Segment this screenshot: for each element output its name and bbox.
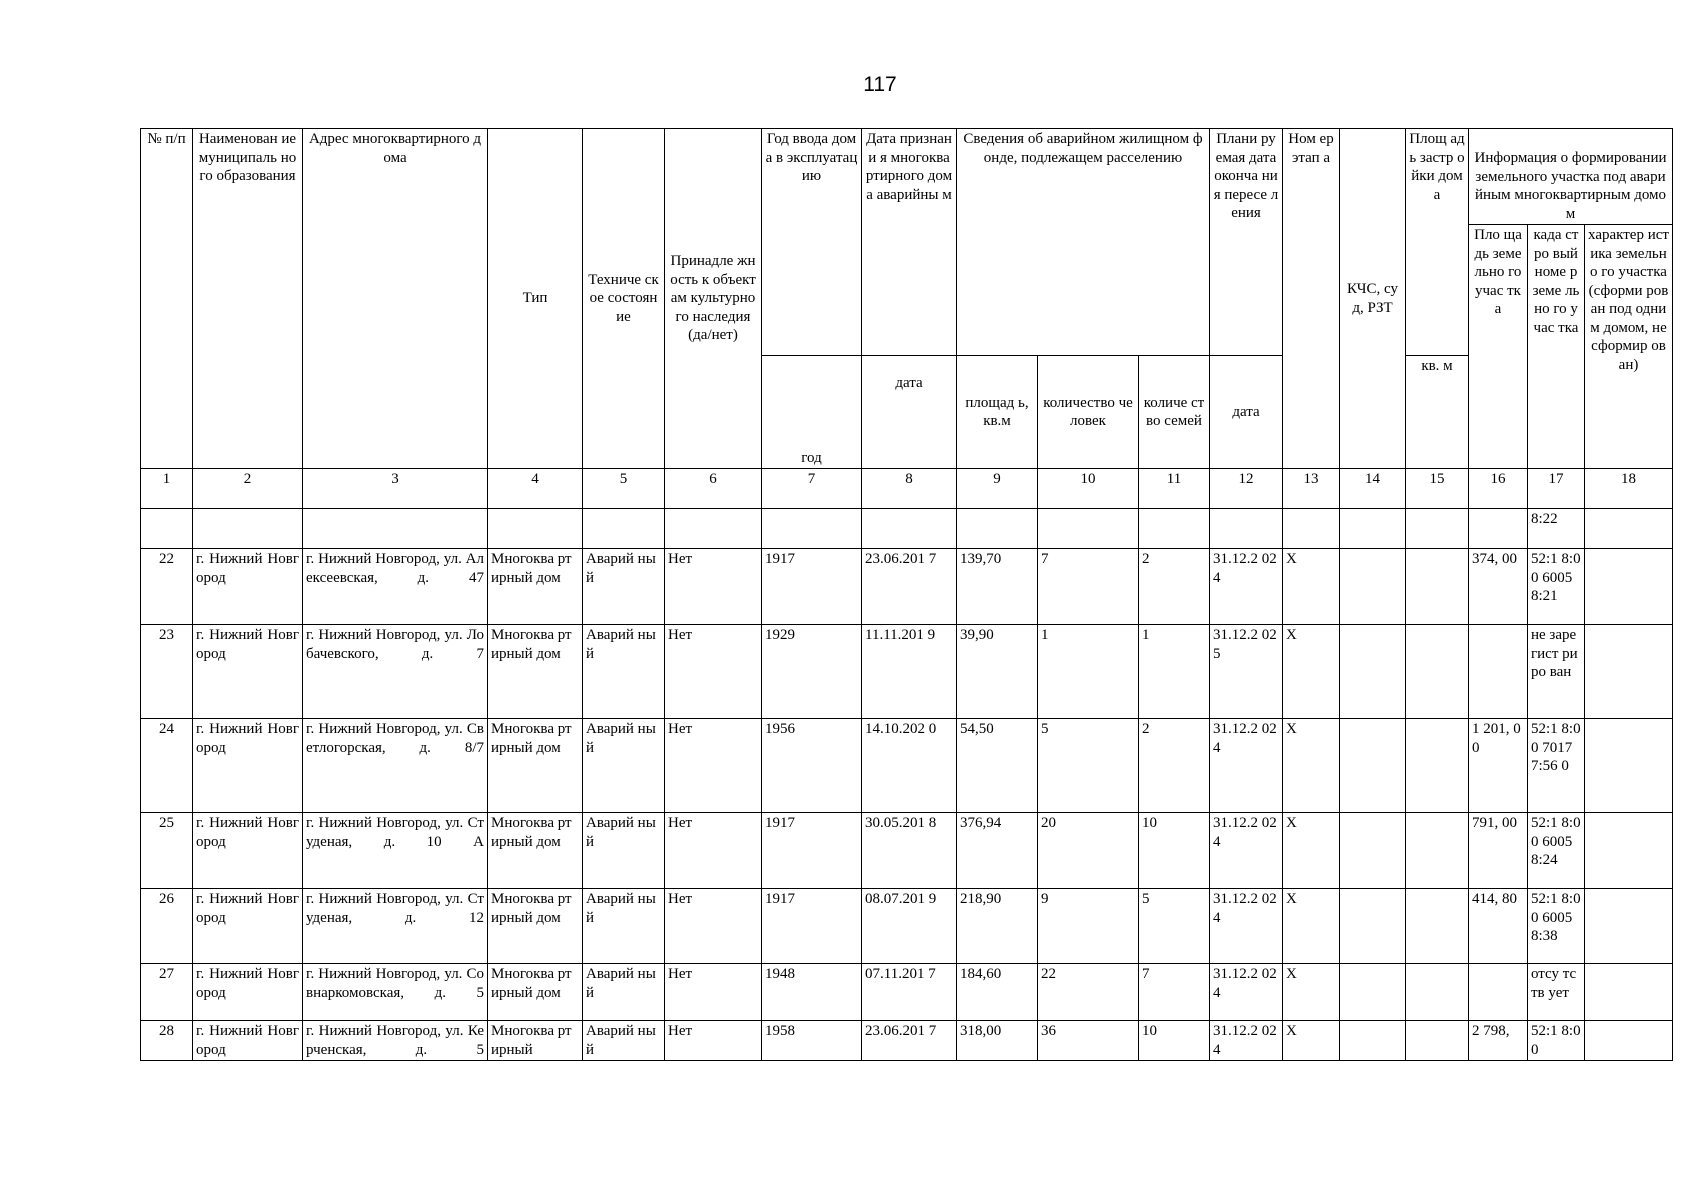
header-kchs: КЧС, суд, РЗТ bbox=[1340, 129, 1406, 469]
heritage-cell: Нет bbox=[665, 625, 762, 719]
subheader-families: количе ство семей bbox=[1139, 356, 1210, 469]
condition-cell: Аварий ный bbox=[583, 1021, 665, 1061]
heritage-cell: Нет bbox=[665, 964, 762, 1021]
recognition-date-cell: 08.07.201 9 bbox=[862, 889, 957, 964]
plot-area-cell: 374, 00 bbox=[1469, 549, 1528, 625]
column-number: 15 bbox=[1406, 469, 1469, 509]
built-area-cell bbox=[1406, 719, 1469, 813]
header-stage: Ном ер этап а bbox=[1283, 129, 1340, 469]
condition-cell: Аварий ный bbox=[583, 889, 665, 964]
family-count-cell: 2 bbox=[1139, 719, 1210, 813]
stage-cell: X bbox=[1283, 625, 1340, 719]
kchs-cell bbox=[1340, 549, 1406, 625]
cadastral-number-cell: 8:22 bbox=[1528, 509, 1585, 549]
heritage-cell: Нет bbox=[665, 719, 762, 813]
people-count-cell: 20 bbox=[1038, 813, 1139, 889]
recognition-date-cell: 07.11.201 7 bbox=[862, 964, 957, 1021]
condition-cell: Аварий ный bbox=[583, 813, 665, 889]
municipality-cell: г. Нижний Новгород bbox=[193, 719, 303, 813]
building-type-cell: Многоква ртирный дом bbox=[488, 549, 583, 625]
column-number: 7 bbox=[762, 469, 862, 509]
column-number: 13 bbox=[1283, 469, 1340, 509]
header-built-area: Площ адь застр ойки дома bbox=[1406, 129, 1469, 356]
row-number-cell: 26 bbox=[141, 889, 193, 964]
row-number-cell: 22 bbox=[141, 549, 193, 625]
column-number: 3 bbox=[303, 469, 488, 509]
year-cell: 1917 bbox=[762, 813, 862, 889]
recognition-date-cell: 30.05.201 8 bbox=[862, 813, 957, 889]
header-heritage: Принадле жность к объектам культурно го наследия (да/нет) bbox=[665, 129, 762, 469]
family-count-cell: 5 bbox=[1139, 889, 1210, 964]
address-cell: г. Нижний Новгород, ул. Совнаркомовская, д. 5 bbox=[303, 964, 488, 1021]
carry-over-row bbox=[141, 509, 1673, 549]
planned-date-cell: 31.12.2 024 bbox=[1210, 549, 1283, 625]
planned-date-cell: 31.12.2 024 bbox=[1210, 719, 1283, 813]
header-planned-date: Плани руемая дата оконча ния пересе ления bbox=[1210, 129, 1283, 356]
subheader-built-area-unit: кв. м bbox=[1406, 356, 1469, 469]
address-cell: г. Нижний Новгород, ул. Студеная, д. 12 bbox=[303, 889, 488, 964]
building-type-cell: Многоква ртирный дом bbox=[488, 813, 583, 889]
cadastral-number-cell: 52:1 8:00 6005 8:24 bbox=[1528, 813, 1585, 889]
header-emergency-fund: Сведения об аварийном жилищном фонде, подлежащем расселению bbox=[957, 129, 1210, 356]
column-number: 8 bbox=[862, 469, 957, 509]
cadastral-number-cell: отсу тств ует bbox=[1528, 964, 1585, 1021]
emergency-area-cell: 39,90 bbox=[957, 625, 1038, 719]
cadastral-number-cell: не заре гист риро ван bbox=[1528, 625, 1585, 719]
column-number: 9 bbox=[957, 469, 1038, 509]
heritage-cell: Нет bbox=[665, 549, 762, 625]
column-number: 1 bbox=[141, 469, 193, 509]
table-row bbox=[141, 964, 1673, 1021]
building-type-cell: Многоква ртирный дом bbox=[488, 964, 583, 1021]
cadastral-number-cell: 52:1 8:00 6005 8:38 bbox=[1528, 889, 1585, 964]
plot-character-cell bbox=[1585, 719, 1673, 813]
built-area-cell bbox=[1406, 964, 1469, 1021]
header-municipality: Наименован ие муниципаль ного образования bbox=[193, 129, 303, 469]
planned-date-cell: 31.12.2 024 bbox=[1210, 889, 1283, 964]
header-plot-area: Пло щадь земе льно го учас тка bbox=[1469, 225, 1528, 469]
condition-cell: Аварий ный bbox=[583, 719, 665, 813]
column-number: 10 bbox=[1038, 469, 1139, 509]
table-row bbox=[141, 625, 1673, 719]
plot-character-cell bbox=[1585, 813, 1673, 889]
header-cadastral: када стро вый номе р земе льно го учас тка bbox=[1528, 225, 1585, 469]
emergency-housing-table bbox=[140, 128, 1673, 1061]
table-row bbox=[141, 813, 1673, 889]
subheader-people: количество человек bbox=[1038, 356, 1139, 469]
plot-area-cell: 2 798, bbox=[1469, 1021, 1528, 1061]
address-cell: г. Нижний Новгород, ул. Лобачевского, д. 7 bbox=[303, 625, 488, 719]
table-row bbox=[141, 1021, 1673, 1061]
column-number: 18 bbox=[1585, 469, 1673, 509]
planned-date-cell: 31.12.2 024 bbox=[1210, 1021, 1283, 1061]
column-number: 17 bbox=[1528, 469, 1585, 509]
family-count-cell: 10 bbox=[1139, 813, 1210, 889]
people-count-cell: 5 bbox=[1038, 719, 1139, 813]
row-number-cell: 25 bbox=[141, 813, 193, 889]
plot-area-cell bbox=[1469, 625, 1528, 719]
year-cell: 1917 bbox=[762, 889, 862, 964]
row-number-cell: 28 bbox=[141, 1021, 193, 1061]
recognition-date-cell: 11.11.201 9 bbox=[862, 625, 957, 719]
plot-character-cell bbox=[1585, 549, 1673, 625]
recognition-date-cell: 14.10.202 0 bbox=[862, 719, 957, 813]
planned-date-cell: 31.12.2 025 bbox=[1210, 625, 1283, 719]
recognition-date-cell: 23.06.201 7 bbox=[862, 549, 957, 625]
address-cell: г. Нижний Новгород, ул. Алексеевская, д. 47 bbox=[303, 549, 488, 625]
address-cell: г. Нижний Новгород, ул. Керченская, д. 5 bbox=[303, 1021, 488, 1061]
people-count-cell: 7 bbox=[1038, 549, 1139, 625]
plot-character-cell bbox=[1585, 889, 1673, 964]
column-number: 5 bbox=[583, 469, 665, 509]
heritage-cell: Нет bbox=[665, 889, 762, 964]
condition-cell: Аварий ный bbox=[583, 625, 665, 719]
building-type-cell: Многоква ртирный дом bbox=[488, 889, 583, 964]
built-area-cell bbox=[1406, 625, 1469, 719]
condition-cell: Аварий ный bbox=[583, 964, 665, 1021]
plot-area-cell: 414, 80 bbox=[1469, 889, 1528, 964]
kchs-cell bbox=[1340, 719, 1406, 813]
header-number: № п/п bbox=[141, 129, 193, 469]
people-count-cell: 22 bbox=[1038, 964, 1139, 1021]
subheader-year: год bbox=[762, 356, 862, 469]
year-cell: 1958 bbox=[762, 1021, 862, 1061]
stage-cell: X bbox=[1283, 964, 1340, 1021]
column-number: 2 bbox=[193, 469, 303, 509]
header-land-plot: Информация о формировании земельного участка под аварийным многоквартирным домом bbox=[1469, 129, 1673, 225]
cadastral-number-cell: 52:1 8:00 7017 7:56 0 bbox=[1528, 719, 1585, 813]
address-cell: г. Нижний Новгород, ул. Светлогорская, д. 8/7 bbox=[303, 719, 488, 813]
kchs-cell bbox=[1340, 813, 1406, 889]
stage-cell: X bbox=[1283, 719, 1340, 813]
people-count-cell: 1 bbox=[1038, 625, 1139, 719]
municipality-cell: г. Нижний Новгород bbox=[193, 549, 303, 625]
recognition-date-cell: 23.06.201 7 bbox=[862, 1021, 957, 1061]
stage-cell: X bbox=[1283, 549, 1340, 625]
plot-area-cell: 1 201, 00 bbox=[1469, 719, 1528, 813]
header-condition: Техниче ское состоян ие bbox=[583, 129, 665, 469]
header-address: Адрес многоквартирного дома bbox=[303, 129, 488, 469]
column-number: 12 bbox=[1210, 469, 1283, 509]
condition-cell: Аварий ный bbox=[583, 549, 665, 625]
building-type-cell: Многоква ртирный дом bbox=[488, 719, 583, 813]
kchs-cell bbox=[1340, 964, 1406, 1021]
column-number-row bbox=[141, 469, 1673, 509]
planned-date-cell: 31.12.2 024 bbox=[1210, 964, 1283, 1021]
municipality-cell: г. Нижний Новгород bbox=[193, 964, 303, 1021]
table-row bbox=[141, 719, 1673, 813]
family-count-cell: 10 bbox=[1139, 1021, 1210, 1061]
subheader-area: площад ь, кв.м bbox=[957, 356, 1038, 469]
plot-area-cell bbox=[1469, 964, 1528, 1021]
emergency-area-cell: 318,00 bbox=[957, 1021, 1038, 1061]
emergency-area-cell: 54,50 bbox=[957, 719, 1038, 813]
kchs-cell bbox=[1340, 1021, 1406, 1061]
header-plot-character: характер истика земельно го участка (сформи рован под одним домом, не сформир ован) bbox=[1585, 225, 1673, 469]
emergency-area-cell: 218,90 bbox=[957, 889, 1038, 964]
building-type-cell: Многоква ртирный bbox=[488, 1021, 583, 1061]
stage-cell: X bbox=[1283, 889, 1340, 964]
row-number-cell: 27 bbox=[141, 964, 193, 1021]
kchs-cell bbox=[1340, 889, 1406, 964]
family-count-cell: 1 bbox=[1139, 625, 1210, 719]
column-number: 14 bbox=[1340, 469, 1406, 509]
page-number: 117 bbox=[863, 73, 897, 96]
people-count-cell: 36 bbox=[1038, 1021, 1139, 1061]
subheader-date: дата bbox=[862, 356, 957, 469]
planned-date-cell: 31.12.2 024 bbox=[1210, 813, 1283, 889]
row-number-cell: 23 bbox=[141, 625, 193, 719]
subheader-planned-date: дата bbox=[1210, 356, 1283, 469]
building-type-cell: Многоква ртирный дом bbox=[488, 625, 583, 719]
built-area-cell bbox=[1406, 813, 1469, 889]
cadastral-number-cell: 52:1 8:00 bbox=[1528, 1021, 1585, 1061]
emergency-area-cell: 376,94 bbox=[957, 813, 1038, 889]
header-year: Год ввода дома в эксплуатац ию bbox=[762, 129, 862, 356]
municipality-cell: г. Нижний Новгород bbox=[193, 889, 303, 964]
heritage-cell: Нет bbox=[665, 1021, 762, 1061]
table-row bbox=[141, 889, 1673, 964]
emergency-area-cell: 184,60 bbox=[957, 964, 1038, 1021]
year-cell: 1929 bbox=[762, 625, 862, 719]
municipality-cell: г. Нижний Новгород bbox=[193, 625, 303, 719]
year-cell: 1948 bbox=[762, 964, 862, 1021]
cadastral-number-cell: 52:1 8:00 6005 8:21 bbox=[1528, 549, 1585, 625]
header-type: Тип bbox=[488, 129, 583, 469]
built-area-cell bbox=[1406, 1021, 1469, 1061]
municipality-cell: г. Нижний Новгород bbox=[193, 813, 303, 889]
stage-cell: X bbox=[1283, 813, 1340, 889]
heritage-cell: Нет bbox=[665, 813, 762, 889]
address-cell: г. Нижний Новгород, ул. Студеная, д. 10 А bbox=[303, 813, 488, 889]
header-recognition-date: Дата признани я многоква ртирного дома аварийны м bbox=[862, 129, 957, 356]
plot-area-cell: 791, 00 bbox=[1469, 813, 1528, 889]
kchs-cell bbox=[1340, 625, 1406, 719]
table-row bbox=[141, 549, 1673, 625]
year-cell: 1917 bbox=[762, 549, 862, 625]
year-cell: 1956 bbox=[762, 719, 862, 813]
built-area-cell bbox=[1406, 549, 1469, 625]
emergency-area-cell: 139,70 bbox=[957, 549, 1038, 625]
municipality-cell: г. Нижний Новгород bbox=[193, 1021, 303, 1061]
plot-character-cell bbox=[1585, 625, 1673, 719]
people-count-cell: 9 bbox=[1038, 889, 1139, 964]
stage-cell: X bbox=[1283, 1021, 1340, 1061]
plot-character-cell bbox=[1585, 964, 1673, 1021]
plot-character-cell bbox=[1585, 1021, 1673, 1061]
column-number: 4 bbox=[488, 469, 583, 509]
row-number-cell: 24 bbox=[141, 719, 193, 813]
family-count-cell: 2 bbox=[1139, 549, 1210, 625]
column-number: 11 bbox=[1139, 469, 1210, 509]
column-number: 16 bbox=[1469, 469, 1528, 509]
column-number: 6 bbox=[665, 469, 762, 509]
built-area-cell bbox=[1406, 889, 1469, 964]
family-count-cell: 7 bbox=[1139, 964, 1210, 1021]
